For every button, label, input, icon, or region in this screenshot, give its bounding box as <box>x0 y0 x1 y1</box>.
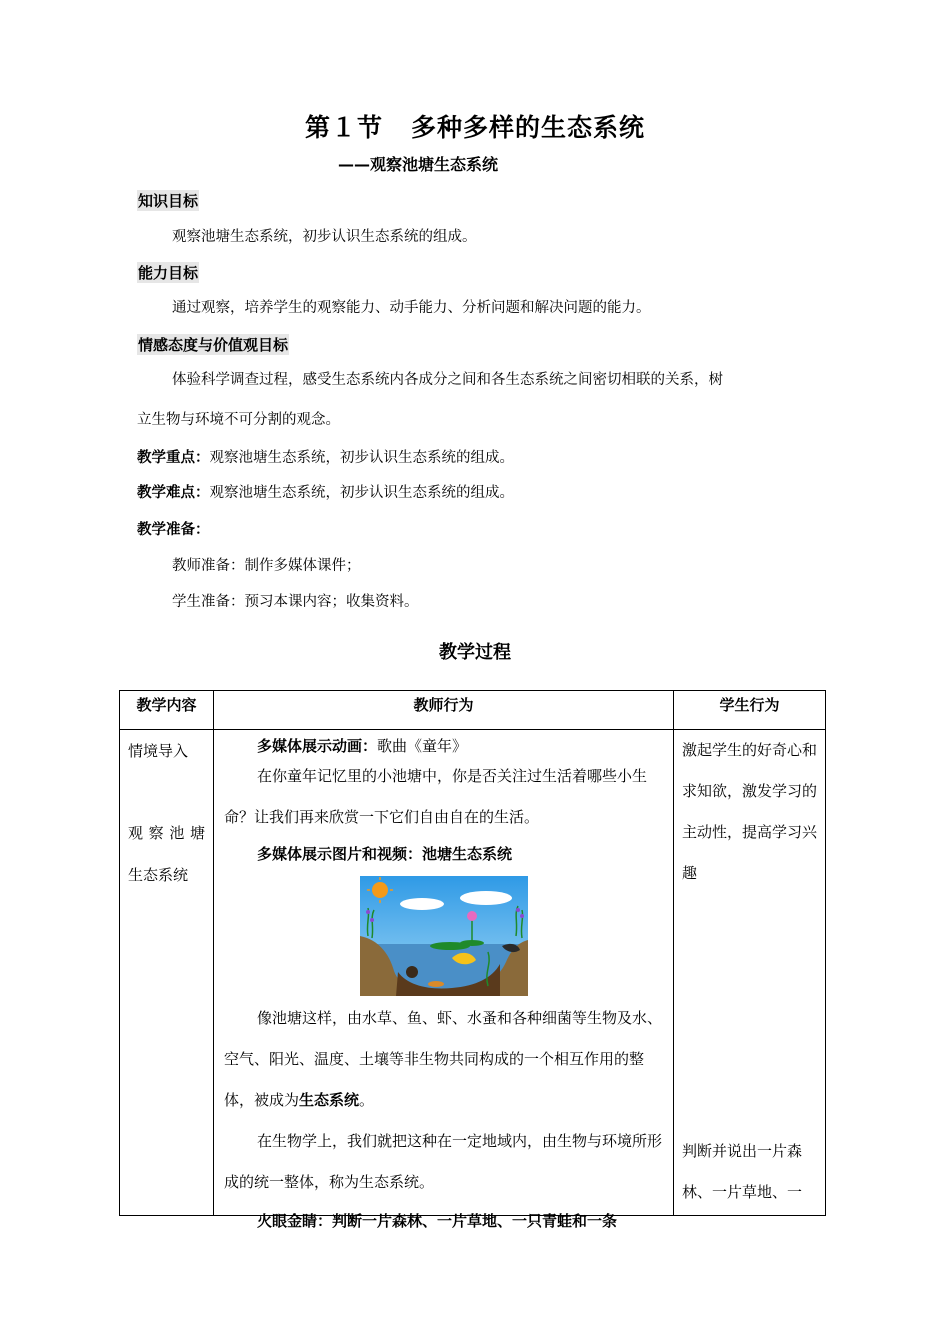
student-cell <box>674 730 826 1216</box>
crab-icon <box>428 981 444 987</box>
section-name: 多种多样的生态系统 <box>411 113 646 142</box>
snail-icon <box>406 966 418 978</box>
emotion-text-line2: 立生物与环境不可分割的观念。 <box>137 412 340 428</box>
student-preparation: 学生准备：预习本课内容；收集资料。 <box>172 594 419 610</box>
teacher-p3: 多媒体展示图片和视频：池塘生态系统 <box>257 845 513 863</box>
header-teacher: 教师行为 <box>214 691 674 730</box>
process-table <box>119 690 826 1230</box>
preparation-label: 教学准备： <box>137 522 210 538</box>
teacher-p2: 在你童年记忆里的小池塘中，你是否关注过生活着哪些小生命？让我们再来欣赏一下它们自由自在的生活。 <box>224 767 648 826</box>
pond-ecosystem-illustration <box>360 876 528 996</box>
emotion-heading: 情感态度与价值观目标 <box>138 336 289 354</box>
key-point: 教学重点：观察池塘生态系统，初步认识生态系统的组成。 <box>137 450 514 466</box>
content-item-observe-line2: 生态系统 <box>128 866 189 884</box>
teacher-cell <box>214 730 674 1230</box>
ability-heading: 能力目标 <box>138 264 199 282</box>
cloud-icon <box>400 898 444 910</box>
knowledge-text: 观察池塘生态系统，初步认识生态系统的组成。 <box>172 229 477 245</box>
page-title <box>0 108 950 144</box>
sun-icon <box>372 882 388 898</box>
teacher-preparation: 教师准备：制作多媒体课件； <box>172 558 361 574</box>
teacher-p4: 像池塘这样，由水草、鱼、虾、水蚤和各种细菌等生物及水、空气、阳光、温度、土壤等非生物共同构成的一个相互作用的整体，被成为生态系统。 <box>224 1009 663 1109</box>
lotus-flower-icon <box>467 911 477 921</box>
page-subtitle: ——观察池塘生态系统 <box>338 155 499 174</box>
table-row <box>120 730 826 1216</box>
knowledge-heading: 知识目标 <box>138 192 199 210</box>
difficulty: 教学难点：观察池塘生态系统，初步认识生态系统的组成。 <box>137 485 514 501</box>
student-text-1: 激起学生的好奇心和求知欲，激发学习的主动性，提高学习兴趣 <box>682 741 818 882</box>
teacher-p5: 在生物学上，我们就把这种在一定地域内，由生物与环境所形成的统一整体，称为生态系统。 <box>224 1132 663 1191</box>
teacher-p6: 火眼金睛：判断一片森林、一片草地、一只青蛙和一条 <box>257 1212 618 1230</box>
content-item-intro: 情境导入 <box>128 742 189 760</box>
header-student: 学生行为 <box>674 691 826 730</box>
ability-text: 通过观察，培养学生的观察能力、动手能力、分析问题和解决问题的能力。 <box>172 300 651 316</box>
emotion-text-line1: 体验科学调查过程，感受生态系统内各成分之间和各生态系统之间密切相联的关系，树 <box>172 372 723 388</box>
header-content: 教学内容 <box>120 691 214 730</box>
student-text-2: 判断并说出一片森林、一片草地、一 <box>682 1142 803 1201</box>
cloud-icon <box>460 891 512 905</box>
content-item-observe: 观 察 池 塘 <box>128 824 205 842</box>
teacher-p1: 多媒体展示动画：歌曲《童年》 <box>257 737 468 755</box>
process-heading: 教学过程 <box>439 642 511 663</box>
section-number: 第１节 <box>304 113 383 142</box>
table-header-row <box>120 691 826 730</box>
content-cell <box>120 730 214 1216</box>
